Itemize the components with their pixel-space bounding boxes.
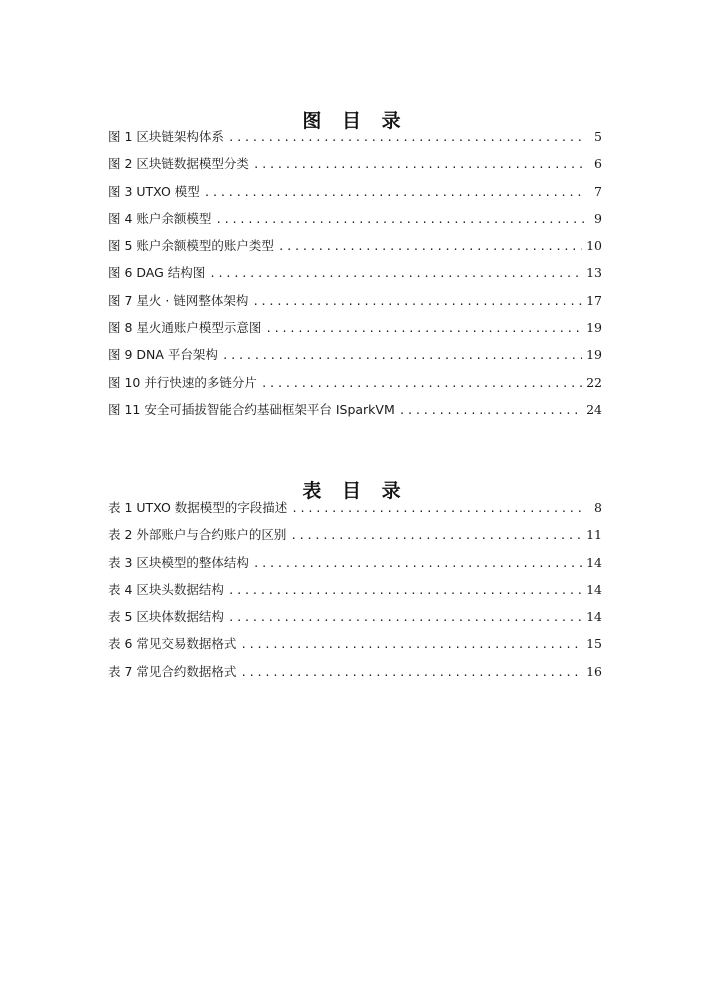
figure-entry[interactable]: [108, 374, 602, 401]
figure-entry-label: 图 6 DAG 结构图: [108, 265, 206, 281]
dot-leader: [261, 375, 582, 393]
table-entry[interactable]: [108, 554, 602, 581]
dot-leader: [215, 211, 584, 229]
dot-leader: [228, 609, 582, 627]
figure-entry-page-number: 7: [594, 183, 602, 199]
dot-leader: [253, 555, 582, 573]
table-entry-label: 表 3 区块模型的整体结构: [108, 554, 249, 570]
figure-entry-page-number: 10: [586, 238, 602, 254]
dot-leader: [228, 129, 584, 147]
figure-entry[interactable]: [108, 264, 602, 291]
figure-entry-label: 图 7 星火 · 链网整体架构: [108, 292, 249, 308]
figure-entry-label: 图 10 并行快速的多链分片: [108, 374, 257, 390]
dot-leader: [252, 293, 582, 311]
dot-leader: [290, 527, 582, 545]
figure-entry[interactable]: [108, 210, 602, 237]
table-entry-label: 表 5 区块体数据结构: [108, 609, 224, 625]
table-entry[interactable]: [108, 663, 602, 690]
table-entry-label: 表 6 常见交易数据格式: [108, 636, 237, 652]
figure-entry[interactable]: [108, 346, 602, 373]
figure-entry-label: 图 3 UTXO 模型: [108, 183, 200, 199]
dot-leader: [291, 500, 584, 518]
figure-entry[interactable]: [108, 183, 602, 210]
table-list: [108, 499, 602, 690]
figure-entry-page-number: 13: [586, 265, 602, 281]
figure-entry-label: 图 8 星火通账户模型示意图: [108, 320, 262, 336]
table-entry-page-number: 14: [586, 554, 602, 570]
table-entry-page-number: 8: [594, 500, 602, 515]
dot-leader: [222, 347, 582, 365]
dot-leader: [240, 664, 582, 682]
table-entry-label: 表 2 外部账户与合约账户的区别: [108, 527, 287, 543]
dot-leader: [228, 582, 582, 600]
dot-leader: [209, 265, 582, 283]
dot-leader: [240, 636, 582, 654]
figure-entry-page-number: 6: [594, 156, 602, 172]
figure-entry-label: 图 4 账户余额模型: [108, 210, 212, 226]
figure-entry-page-number: 19: [586, 347, 602, 363]
figure-entry-label: 图 1 区块链架构体系: [108, 129, 224, 144]
figure-entry-label: 图 11 安全可插拔智能合约基础框架平台 ISparkVM: [108, 401, 395, 417]
figure-entry-page-number: 9: [594, 210, 602, 226]
figure-entry[interactable]: [108, 401, 602, 428]
figure-entry-label: 图 5 账户余额模型的账户类型: [108, 238, 274, 254]
table-list-title: 表 目 录: [302, 479, 408, 502]
table-entry-label: 表 7 常见合约数据格式: [108, 663, 237, 679]
figure-entry[interactable]: [108, 319, 602, 346]
figure-entry-label: 图 2 区块链数据模型分类: [108, 156, 249, 172]
table-entry-page-number: 15: [586, 636, 602, 652]
figure-entry[interactable]: [108, 155, 602, 182]
table-entry[interactable]: [108, 581, 602, 608]
figure-entry-page-number: 24: [586, 401, 602, 417]
figure-entry[interactable]: [108, 237, 602, 264]
table-entry-page-number: 14: [586, 609, 602, 625]
figure-list-title: 图 目 录: [302, 109, 408, 132]
figure-entry-label: 图 9 DNA 平台架构: [108, 347, 218, 363]
table-entry[interactable]: [108, 499, 602, 526]
table-entry[interactable]: [108, 608, 602, 635]
dot-leader: [278, 238, 582, 256]
table-entry-label: 表 4 区块头数据结构: [108, 581, 224, 597]
figure-entry[interactable]: [108, 128, 602, 155]
dot-leader: [265, 320, 582, 338]
figure-entry-page-number: 5: [594, 129, 602, 144]
figure-entry[interactable]: [108, 292, 602, 319]
table-entry-page-number: 14: [586, 581, 602, 597]
table-entry[interactable]: [108, 526, 602, 553]
dot-leader: [253, 156, 584, 174]
table-entry-page-number: 11: [586, 527, 602, 543]
table-entry-label: 表 1 UTXO 数据模型的字段描述: [108, 500, 288, 515]
dot-leader: [399, 402, 582, 420]
table-entry[interactable]: [108, 635, 602, 662]
figure-entry-page-number: 22: [586, 374, 602, 390]
table-entry-page-number: 16: [586, 663, 602, 679]
dot-leader: [204, 184, 584, 202]
figure-entry-page-number: 17: [586, 292, 602, 308]
figure-list: [108, 128, 602, 428]
figure-entry-page-number: 19: [586, 320, 602, 336]
